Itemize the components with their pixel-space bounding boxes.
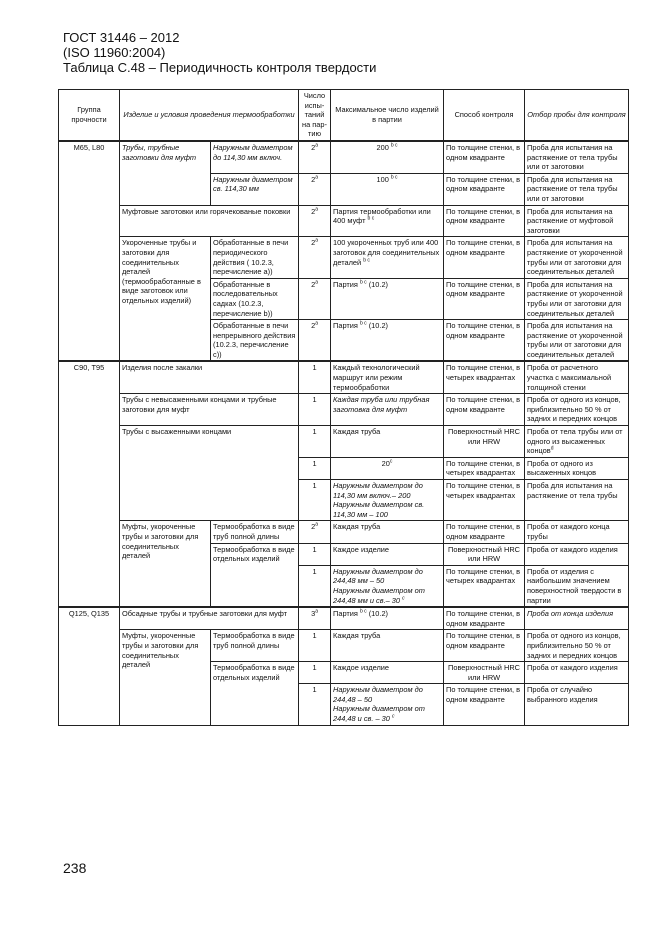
count-cell: 2$^a$ [299, 205, 331, 237]
group-cell: Q125, Q135 [59, 607, 120, 725]
max-cell: Каждая труба или трубная заготовка для муфт [331, 394, 444, 426]
max-cell: Каждая труба [331, 630, 444, 662]
count-cell: 1 [299, 426, 331, 458]
method-cell: По толщине стенки, в четырех квадрантах [444, 361, 525, 393]
table-row [59, 361, 629, 393]
condition-cell: Обработанные в последовательных садках (10.2.3, перечисление b)) [211, 278, 299, 319]
sample-cell: Проба для испытания на растяжение от тела трубы или от заготовки [525, 173, 629, 205]
max-cell: Каждый технологический маршрут или режим термообработки [331, 361, 444, 393]
max-cell: Каждая труба [331, 521, 444, 543]
sample-cell: Проба от одного из высаженных концов [525, 457, 629, 479]
table-row [59, 521, 629, 543]
sample-cell: Проба от расчетного участка с максимальной толщиной стенки [525, 361, 629, 393]
method-cell: По толщине стенки, в одном квадранте [444, 521, 525, 543]
method-cell: По толщине стенки, в четырех квадрантах [444, 565, 525, 607]
product-cell: Муфтовые заготовки или горячекованые поковки [120, 205, 299, 237]
method-cell: По толщине стенки, в одном квадранте [444, 141, 525, 173]
condition-cell: Термообработка в виде труб полной длины [211, 630, 299, 662]
product-cell: Укороченные трубы и заготовки для соединительных деталей (термообработанные в виде заготовок или отдельных изделий) [120, 237, 211, 362]
group-cell: С90, Т95 [59, 361, 120, 607]
condition-cell: Наружным диаметром св. 114,30 мм [211, 173, 299, 205]
condition-cell: Термообработка в виде отдельных изделий [211, 662, 299, 726]
sample-cell: Проба для испытания на растяжение от тела трубы или от заготовки [525, 141, 629, 173]
table-title: Таблица С.48 – Периодичность контроля твердости [63, 60, 377, 75]
count-cell: 1 [299, 394, 331, 426]
max-cell: 100 $^{b c}$ [331, 173, 444, 205]
table-row [59, 607, 629, 630]
product-cell: Трубы с невысаженными концами и трубные заготовки для муфт [120, 394, 299, 426]
sample-cell: Проба от каждого изделия [525, 543, 629, 565]
method-cell: По толщине стенки, в четырех квадрантах [444, 457, 525, 479]
count-cell: 1 [299, 662, 331, 684]
sample-cell: Проба от изделия с наибольшим значением поверхностной твердости в партии [525, 565, 629, 607]
sample-cell: Проба для испытания на растяжение от укороченной трубы или от заготовки для соединительных деталей [525, 320, 629, 362]
page-number: 238 [63, 860, 87, 876]
standard-number: ГОСТ 31446 – 2012 [63, 30, 180, 45]
product-cell: Муфты, укороченные трубы и заготовки для соединительных деталей [120, 521, 211, 607]
max-cell: 20$^c$ [331, 457, 444, 479]
count-cell: 3$^a$ [299, 607, 331, 630]
count-cell: 1 [299, 630, 331, 662]
page-header [63, 30, 376, 75]
count-cell: 2$^a$ [299, 141, 331, 173]
condition-cell: Обработанные в печи непрерывного действия (10.2.3, перечисление с)) [211, 320, 299, 362]
product-cell: Муфты, укороченные трубы и заготовки для соединительных деталей [120, 630, 211, 725]
product-cell: Трубы с высаженными концами [120, 426, 299, 521]
hardness-control-table [58, 89, 629, 726]
max-cell: 100 укороченных труб или 400 заготовок для соединительных деталей $^{b c}$ [331, 237, 444, 278]
sample-cell: Проба от случайно выбранного изделия [525, 684, 629, 725]
method-cell: По толщине стенки, в одном квадранте [444, 237, 525, 278]
max-cell: Партия $^{b c}$ (10.2) [331, 278, 444, 319]
sample-cell: Проба от каждого изделия [525, 662, 629, 684]
max-cell: Каждое изделие [331, 662, 444, 684]
sample-cell: Проба для испытания на растяжение от укороченной трубы или от заготовки для соединительных деталей [525, 278, 629, 319]
count-cell: 2$^a$ [299, 173, 331, 205]
condition-cell: Термообработка в виде отдельных изделий [211, 543, 299, 607]
table-row [59, 630, 629, 662]
product-cell: Обсадные трубы и трубные заготовки для муфт [120, 607, 299, 630]
count-cell: 2$^a$ [299, 320, 331, 362]
table-row [59, 205, 629, 237]
max-cell: Партия термообработки или 400 муфт $^{b c}$ [331, 205, 444, 237]
count-cell: 1 [299, 565, 331, 607]
method-cell: Поверхностный HRC или HRW [444, 543, 525, 565]
method-cell: По толщине стенки, в одном квадранте [444, 173, 525, 205]
sample-cell: Проба от одного из концов, приблизительно 50 % от задних и передних концов [525, 394, 629, 426]
sample-cell: Проба от конца изделия [525, 607, 629, 630]
method-cell: Поверхностный HRC или HRW [444, 662, 525, 684]
max-cell: 200 $^{b c}$ [331, 141, 444, 173]
max-cell: Партия $^{b c}$ (10.2) [331, 320, 444, 362]
method-cell: Поверхностный HRC или HRW [444, 426, 525, 458]
max-cell: Каждое изделие [331, 543, 444, 565]
iso-reference: (ISO 11960:2004) [63, 45, 166, 60]
method-cell: По толщине стенки, в одном квадранте [444, 205, 525, 237]
max-cell: Каждая труба [331, 426, 444, 458]
condition-cell: Обработанные в печи периодического действия ( 10.2.3, перечисление а)) [211, 237, 299, 278]
sample-cell: Проба для испытания на растяжение от укороченной трубы или от заготовки для соединительных деталей [525, 237, 629, 278]
count-cell: 2$^a$ [299, 237, 331, 278]
col-sampling: Отбор пробы для контроля [525, 90, 629, 142]
method-cell: По толщине стенки, в четырех квадрантах [444, 480, 525, 521]
condition-cell: Термообработка в виде труб полной длины [211, 521, 299, 543]
count-cell: 1 [299, 457, 331, 479]
col-group: Группа прочности [59, 90, 120, 142]
col-product: Изделие и условия проведения термообработки [120, 90, 299, 142]
group-cell: М65, L80 [59, 141, 120, 361]
max-cell: Наружным диаметром до 114,30 мм включ.– 200 Наружным диаметром св. 114,30 мм – 100 [331, 480, 444, 521]
method-cell: По толщине стенки, в одном квадранте [444, 394, 525, 426]
method-cell: По толщине стенки, в одном квадранте [444, 320, 525, 362]
product-cell: Изделия после закалки [120, 361, 299, 393]
max-cell: Наружным диаметром до 244,48 мм – 50 Наружным диаметром от 244,48 мм и св.– 30 $^c$ [331, 565, 444, 607]
col-count: Число испы-таний на пар-тию [299, 90, 331, 142]
condition-cell: Наружным диаметром до 114,30 мм включ. [211, 141, 299, 173]
table-header-row [59, 90, 629, 142]
sample-cell: Проба от каждого конца трубы [525, 521, 629, 543]
method-cell: По толщине стенки, в одном квадранте [444, 607, 525, 630]
count-cell: 1 [299, 684, 331, 725]
method-cell: По толщине стенки, в одном квадранте [444, 630, 525, 662]
count-cell: 2$^a$ [299, 521, 331, 543]
max-cell: Партия $^{b c}$ (10.2) [331, 607, 444, 630]
count-cell: 1 [299, 543, 331, 565]
table-row [59, 426, 629, 458]
count-cell: 2$^a$ [299, 278, 331, 319]
sample-cell: Проба от одного из концов, приблизительно 50 % от задних и передних концов [525, 630, 629, 662]
method-cell: По толщине стенки, в одном квадранте [444, 278, 525, 319]
max-cell: Наружным диаметром до 244,48 – 50 Наружным диаметром от 244,48 и св. – 30 $^c$ [331, 684, 444, 725]
col-method: Способ контроля [444, 90, 525, 142]
col-max: Максимальное число изделий в партии [331, 90, 444, 142]
table-row [59, 141, 629, 173]
table-row [59, 394, 629, 426]
sample-cell: Проба для испытания на растяжение от муфтовой заготовки [525, 205, 629, 237]
count-cell: 1 [299, 480, 331, 521]
method-cell: По толщине стенки, в одном квадранте [444, 684, 525, 725]
sample-cell: Проба от тела трубы или от одного из высаженных концов$^d$ [525, 426, 629, 458]
table-row [59, 237, 629, 278]
product-cell: Трубы, трубные заготовки для муфт [120, 141, 211, 205]
sample-cell: Проба для испытания на растяжение от тела трубы [525, 480, 629, 521]
count-cell: 1 [299, 361, 331, 393]
